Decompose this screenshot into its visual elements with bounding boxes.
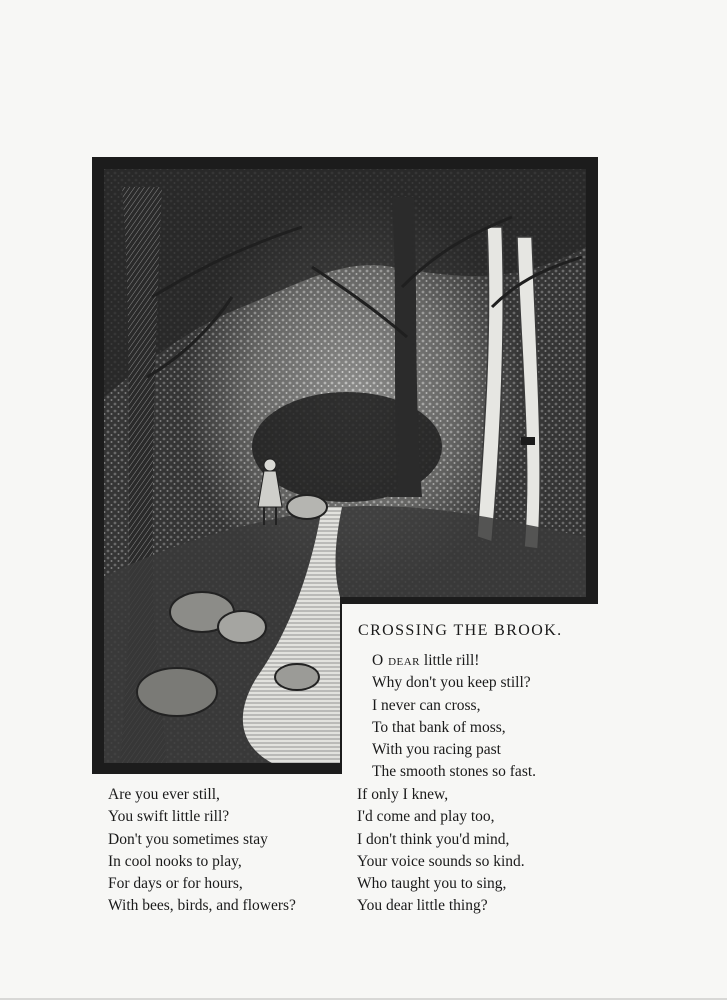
stanza-2-line-2: You swift little rill? <box>108 808 230 826</box>
stanza-2-line-5: For days or for hours, <box>108 875 243 893</box>
stanza-1-line-1-rest: little rill! <box>420 652 480 669</box>
stanza-1-opening-words: O dear <box>372 652 421 669</box>
stanza-2-line-6: With bees, birds, and flowers? <box>108 897 296 915</box>
stanza-1-line-3: I never can cross, <box>372 696 481 714</box>
stanza-3-line-1: If only I knew, <box>357 786 449 803</box>
stanza-2-line-4: In cool nooks to play, <box>108 852 242 870</box>
stanza-3-line-4: Your voice sounds so kind. <box>357 852 525 870</box>
stanza-1-line-5: With you racing past <box>372 741 501 759</box>
stanza-3-line-6: You dear little thing? <box>357 897 488 915</box>
stanza-1 <box>372 650 536 784</box>
stanza-2 <box>108 784 296 918</box>
stanza-3-line-3: I don't think you'd mind, <box>357 830 510 848</box>
stanza-1-line-2: Why don't you keep still? <box>372 674 531 692</box>
stanza-1-line-6: The smooth stones so fast. <box>372 763 537 781</box>
poem-title: CROSSING THE BROOK. <box>358 622 563 639</box>
stanza-2-line-1: Are you ever still, <box>108 786 220 803</box>
stanza-1-line-1 <box>372 650 536 672</box>
stanza-3-line-5: Who taught you to sing, <box>357 875 507 893</box>
stanza-1-line-4: To that bank of moss, <box>372 718 506 736</box>
stanza-3 <box>357 784 525 918</box>
stanza-3-line-2: I'd come and play too, <box>357 808 495 826</box>
stanza-2-line-3: Don't you sometimes stay <box>108 830 268 848</box>
birch-bark-mark <box>521 437 535 445</box>
